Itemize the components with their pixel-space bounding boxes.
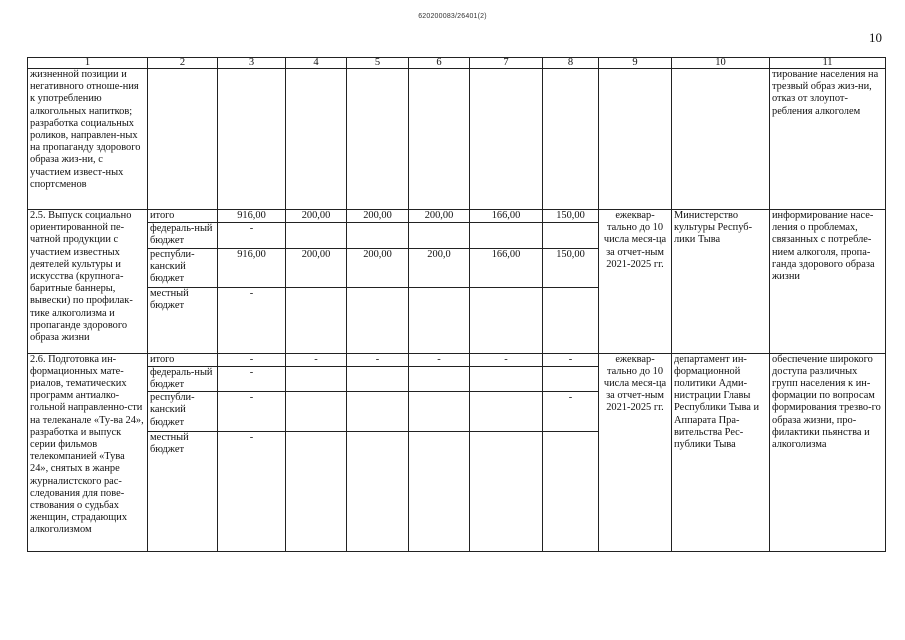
- column-number-row: [28, 58, 886, 69]
- value-cell: -: [347, 353, 409, 366]
- value-cell: 200,00: [286, 248, 347, 287]
- value-cell: -: [543, 392, 599, 432]
- funding-label: республи-канский бюджет: [148, 392, 218, 432]
- value-cell: -: [218, 432, 286, 552]
- column-number: 1: [28, 58, 148, 69]
- expected-result: обеспечение широкого доступа различных групп населения к ин-формации по вопросам формирования трезво-го образа жизни, про-филактики пьянства и алкоголизма: [770, 353, 886, 552]
- value-cell: -: [286, 353, 347, 366]
- page-number: 10: [869, 30, 882, 45]
- column-number: 10: [672, 58, 770, 69]
- table-row: [28, 353, 886, 366]
- deadline: ежеквар-тально до 10 числа меся-ца за отчет-ным 2021-2025 гг.: [599, 210, 672, 354]
- executor: департамент ин-формационной политики Адми-нистрации Главы Республики Тыва и Аппарата Пра-вительства Рес-публики Тыва: [672, 353, 770, 552]
- column-number: 2: [148, 58, 218, 69]
- funding-label: местный бюджет: [148, 287, 218, 353]
- column-number: 11: [770, 58, 886, 69]
- funding-label: местный бюджет: [148, 432, 218, 552]
- value-cell: 166,00: [470, 248, 543, 287]
- value-cell: 916,00: [218, 210, 286, 223]
- value-cell: -: [218, 366, 286, 391]
- value-cell: -: [543, 353, 599, 366]
- program-table: [27, 57, 886, 552]
- funding-label: федераль-ный бюджет: [148, 366, 218, 391]
- column-number: 3: [218, 58, 286, 69]
- measure-title: 2.5. Выпуск социально ориентированной пе-чатной продукции с участием известных деятелей культуры и искусства (крупнога-баритные баннеры, вывески) по профилак-тике алкоголизма и пропаганде здорового образа жизни: [28, 210, 148, 354]
- column-number: 4: [286, 58, 347, 69]
- value-cell: -: [218, 392, 286, 432]
- value-cell: -: [218, 353, 286, 366]
- column-number: 5: [347, 58, 409, 69]
- table-row-continuation: [28, 69, 886, 210]
- executor: Министерство культуры Респуб-лики Тыва: [672, 210, 770, 354]
- value-cell: 200,00: [347, 210, 409, 223]
- column-number: 6: [409, 58, 470, 69]
- funding-label: итого: [148, 353, 218, 366]
- value-cell: 200,0: [409, 248, 470, 287]
- funding-label: федераль-ный бюджет: [148, 223, 218, 248]
- value-cell: -: [470, 353, 543, 366]
- value-cell: 200,00: [409, 210, 470, 223]
- document-id: 620200083/26401(2): [418, 13, 487, 20]
- funding-label: республи-канский бюджет: [148, 248, 218, 287]
- funding-label: итого: [148, 210, 218, 223]
- expected-result: тирование населения на трезвый образ жиз-ни, отказ от злоупот-ребления алкоголем: [770, 69, 886, 210]
- column-number: 9: [599, 58, 672, 69]
- value-cell: 150,00: [543, 210, 599, 223]
- value-cell: 916,00: [218, 248, 286, 287]
- expected-result: информирование насе-ления о проблемах, связанных с потребле-нием алкоголя, пропа-ганда здорового образа жизни: [770, 210, 886, 354]
- column-number: 7: [470, 58, 543, 69]
- value-cell: 200,00: [347, 248, 409, 287]
- value-cell: 150,00: [543, 248, 599, 287]
- column-number: 8: [543, 58, 599, 69]
- measure-title: 2.6. Подготовка ин-формационных мате-риалов, тематических программ антиалко-гольной направленно-сти на телеканале «Ту-ва 24», разработка и выпуск серии фильмов телекомпанией «Тува 24», снятых в жанре журналистского рас-следования для пове-ствования о судьбах женщин, страдающих алкоголизмом: [28, 353, 148, 552]
- value-cell: -: [409, 353, 470, 366]
- value-cell: 166,00: [470, 210, 543, 223]
- value-cell: -: [218, 223, 286, 248]
- value-cell: -: [218, 287, 286, 353]
- value-cell: 200,00: [286, 210, 347, 223]
- deadline: ежеквар-тально до 10 числа меся-ца за отчет-ным 2021-2025 гг.: [599, 353, 672, 552]
- measure-title: жизненной позиции и негативного отноше-ния к употреблению алкогольных напитков; разработка социальных роликов, направлен-ных на пропаганду здорового образа жиз-ни, с участием извест-ных спортсменов: [28, 69, 148, 210]
- table-row: [28, 210, 886, 223]
